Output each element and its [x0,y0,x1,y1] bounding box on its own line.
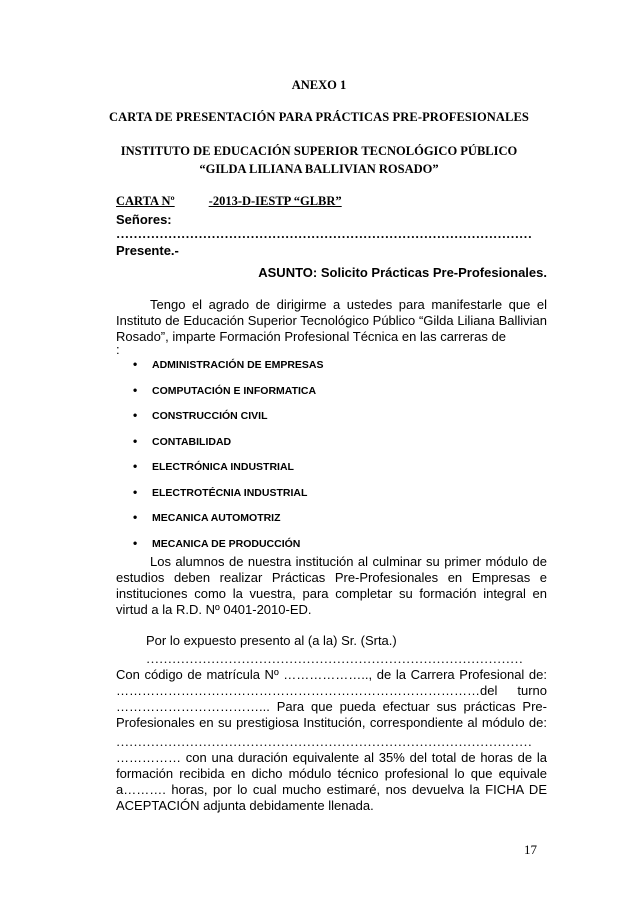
paragraph-line: …………………………………………………………………………del turno [116,683,547,698]
bullet-icon: • [133,382,138,397]
paragraph-line: estudios deben realizar Prácticas Pre-Profesionales en Empresas e [116,570,547,585]
intro-paragraph [116,297,547,355]
paragraph-line: ……………………………... Para que pueda efectuar sus prácticas Pre- [116,699,547,714]
letter-reference [116,194,342,209]
paragraph-line: Profesionales en su prestigiosa Institución, correspondiente al módulo de: [116,715,547,730]
student-name-dotted-line: …………………………………………………………………………… [146,651,523,666]
career-label: MECANICA DE PRODUCCIÓN [152,537,301,550]
module-dotted-line: …………………………………………………………………………………… [116,734,532,749]
intro-line: Instituto de Educación Superior Tecnológico Público “Gilda Liliana Ballivian [116,313,547,328]
paragraph-line: Los alumnos de nuestra institución al culminar su primer módulo de [150,554,547,569]
list-item [116,384,536,410]
list-item [116,486,536,512]
intro-line: : [116,342,120,357]
intro-line: Rosado”, imparte Formación Profesional Técnica en las carreras de [116,329,506,344]
career-label: CONSTRUCCIÓN CIVIL [152,410,268,422]
salutation: Señores: [116,212,172,227]
bullet-icon: • [133,408,138,422]
bullet-icon: • [133,459,138,473]
intro-line: Tengo el agrado de dirigirme a ustedes para manifestarle que el [150,297,547,312]
letter-title: CARTA DE PRESENTACIÓN PARA PRÁCTICAS PRE-PROFESIONALES [109,110,529,124]
career-label: ELECTRÓNICA INDUSTRIAL [152,461,294,473]
paragraph-line: instituciones como la vuestra, para completar su formación integral en [116,586,547,601]
list-item [116,511,536,537]
bullet-icon: • [133,510,138,524]
letter-reference-prefix: CARTA Nº [116,194,175,208]
paragraph-line: Con código de matrícula Nº ……………….., de la Carrera Profesional de: [116,667,547,682]
paragraph-line: …………… con una duración equivalente al 35% del total de horas de la [116,750,547,765]
institute-name: INSTITUTO DE EDUCACIÓN SUPERIOR TECNOLÓGICO PÚBLICO [120,144,518,158]
career-label: MECANICA AUTOMOTRIZ [152,512,281,524]
annex-heading: ANEXO 1 [291,78,347,92]
students-paragraph [116,554,547,618]
paragraph-line: Por lo expuesto presento al (a la) Sr. (Srta.) [146,633,397,648]
presentation-paragraph [116,633,547,814]
bullet-icon: • [133,357,138,371]
bullet-icon: • [133,535,138,550]
paragraph-line: formación recibida en dicho módulo técnico profesional lo que equivale [116,766,547,781]
subject-line: ASUNTO: Solicito Prácticas Pre-Profesionales. [258,265,547,280]
career-label: COMPUTACIÓN E INFORMATICA [152,384,317,397]
careers-list [116,358,536,562]
letter-reference-code: -2013-D-IESTP “GLBR” [208,194,342,208]
paragraph-line: ACEPTACIÓN adjunta debidamente llenada. [116,798,374,813]
career-label: ELECTROTÉCNIA INDUSTRIAL [152,486,308,499]
list-item [116,460,536,486]
list-item [116,435,536,461]
list-item [116,358,536,384]
paragraph-line: virtud a la R.D. Nº 0401-2010-ED. [116,602,312,617]
paragraph-line: a………. horas, por lo cual mucho estimaré, nos devuelva la FICHA DE [116,782,547,797]
addressee-dotted-line: …………………………………………………………………………………… [116,226,532,241]
bullet-icon: • [133,484,138,499]
page-number: 17 [524,842,537,857]
list-item [116,409,536,435]
career-label: CONTABILIDAD [152,435,232,448]
bullet-icon: • [133,433,138,448]
career-label: ADMINISTRACIÓN DE EMPRESAS [152,359,324,371]
presente-label: Presente.- [116,243,179,258]
institute-name-quoted: “GILDA LILIANA BALLIVIAN ROSADO” [199,162,439,176]
